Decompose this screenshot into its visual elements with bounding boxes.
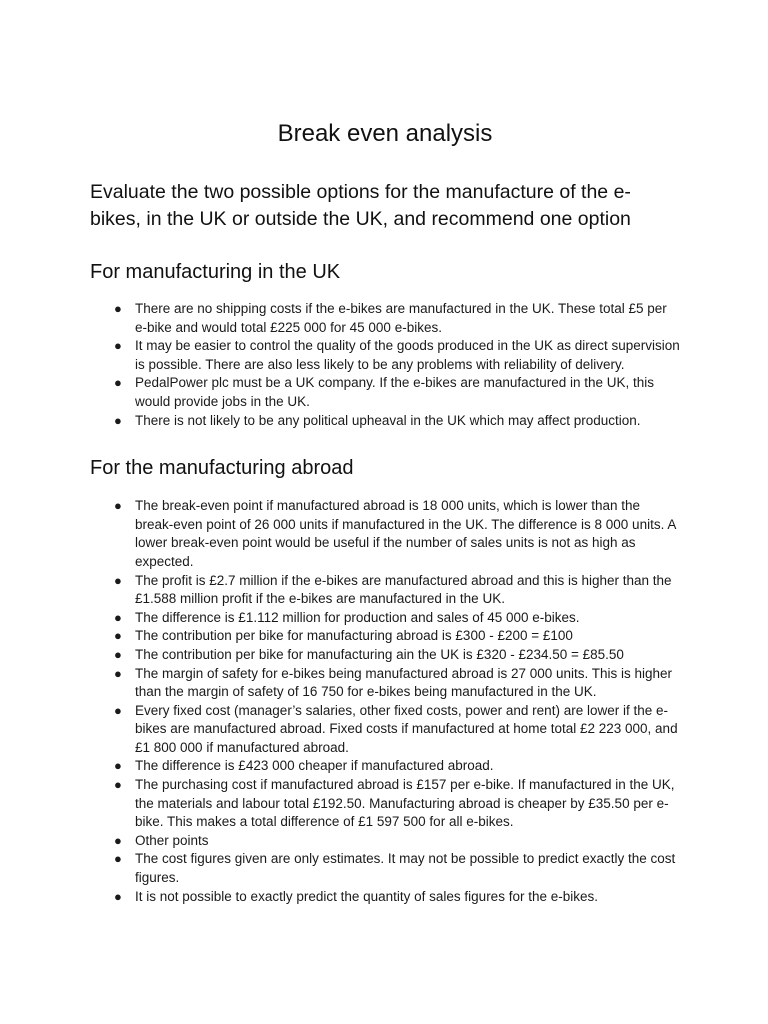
section-heading-uk: For manufacturing in the UK — [90, 261, 341, 283]
list-item — [114, 832, 680, 851]
list-item-text: Other points — [135, 832, 209, 848]
list-item — [114, 300, 680, 337]
list-item — [114, 757, 680, 776]
list-item-text: Every fixed cost (manager’s salaries, other fixed costs, power and rent) are lower if the e-bikes are manufactured abroad. Fixed costs if manufactured at home total £2 223 000, and £1 800 000 if manufactured abroad. — [135, 702, 678, 755]
bullet-icon: ● — [114, 338, 122, 354]
list-item-text: The break-even point if manufactured abroad is 18 000 units, which is lower than the break-even point of 26 000 units if manufactured in the UK. The difference is 8 000 units. A lower break-even point would be useful if the number of sales units is not as high as expected. — [135, 498, 676, 569]
list-item-text: It is not possible to exactly predict the quantity of sales figures for the e-bikes. — [135, 888, 598, 904]
list-item — [114, 609, 680, 628]
list-item-text: The margin of safety for e-bikes being manufactured abroad is 27 000 units. This is higher than the margin of safety of 16 750 for e-bikes being manufactured in the UK. — [135, 665, 673, 700]
bullet-icon: ● — [114, 498, 122, 514]
bullet-icon: ● — [114, 609, 122, 625]
list-item — [114, 572, 680, 609]
bullet-icon: ● — [114, 777, 122, 793]
bullet-icon: ● — [114, 301, 122, 316]
bullet-list-uk — [90, 300, 680, 430]
list-item — [114, 850, 680, 887]
list-item-text: The difference is £423 000 cheaper if manufactured abroad. — [135, 758, 494, 774]
list-item — [114, 776, 680, 832]
list-item — [114, 412, 680, 431]
list-item-text: There are no shipping costs if the e-bikes are manufactured in the UK. These total £5 per e-bike and would total £225 000 for 45 000 e-bikes. — [135, 301, 667, 335]
bullet-icon: ● — [114, 758, 122, 774]
list-item — [114, 702, 680, 758]
bullet-icon: ● — [114, 572, 122, 588]
bullet-icon: ● — [114, 888, 122, 904]
bullet-icon: ● — [114, 832, 122, 848]
document-title: Break even analysis — [277, 120, 493, 147]
bullet-icon: ● — [114, 412, 122, 428]
list-item-text: The cost figures given are only estimates. It may not be possible to predict exactly the cost figures. — [135, 851, 676, 886]
list-item-text: The purchasing cost if manufactured abroad is £157 per e-bike. If manufactured in the UK, the materials and labour total £192.50. Manufacturing abroad is cheaper by £35.50 per e-bike. This makes a total difference of £1 597 500 for all e-bikes. — [135, 777, 675, 830]
question-text: Evaluate the two possible options for the manufacture of the e-bikes, in the UK or outside the UK, and recommend one option — [90, 181, 631, 230]
bullet-icon: ● — [114, 628, 122, 644]
list-item — [114, 337, 680, 374]
list-item — [114, 497, 680, 571]
list-item-text: There is not likely to be any political upheaval in the UK which may affect production. — [135, 412, 641, 428]
list-item — [114, 627, 680, 646]
list-item — [114, 374, 680, 411]
bullet-list-abroad — [90, 497, 680, 906]
list-item-text: The contribution per bike for manufacturing abroad is £300 - £200 = £100 — [135, 628, 573, 644]
bullet-icon: ● — [114, 646, 122, 662]
bullet-icon: ● — [114, 702, 122, 718]
list-item-text: The contribution per bike for manufacturing ain the UK is £320 - £234.50 = £85.50 — [135, 646, 624, 662]
bullet-icon: ● — [114, 375, 122, 391]
bullet-icon: ● — [114, 665, 122, 681]
list-item-text: It may be easier to control the quality of the goods produced in the UK as direct supervision is possible. There are also less likely to be any problems with reliability of delivery. — [135, 338, 680, 372]
bullet-icon: ● — [114, 851, 122, 867]
section-heading-abroad: For the manufacturing abroad — [90, 457, 354, 480]
list-item-text: The difference is £1.112 million for production and sales of 45 000 e-bikes. — [135, 609, 580, 625]
list-item-text: PedalPower plc must be a UK company. If the e-bikes are manufactured in the UK, this would provide jobs in the UK. — [135, 375, 655, 409]
list-item — [114, 888, 680, 907]
list-item-text: The profit is £2.7 million if the e-bikes are manufactured abroad and this is higher than the £1.588 million profit if the e-bikes are manufactured in the UK. — [135, 572, 672, 607]
list-item — [114, 665, 680, 702]
list-item — [114, 646, 680, 665]
